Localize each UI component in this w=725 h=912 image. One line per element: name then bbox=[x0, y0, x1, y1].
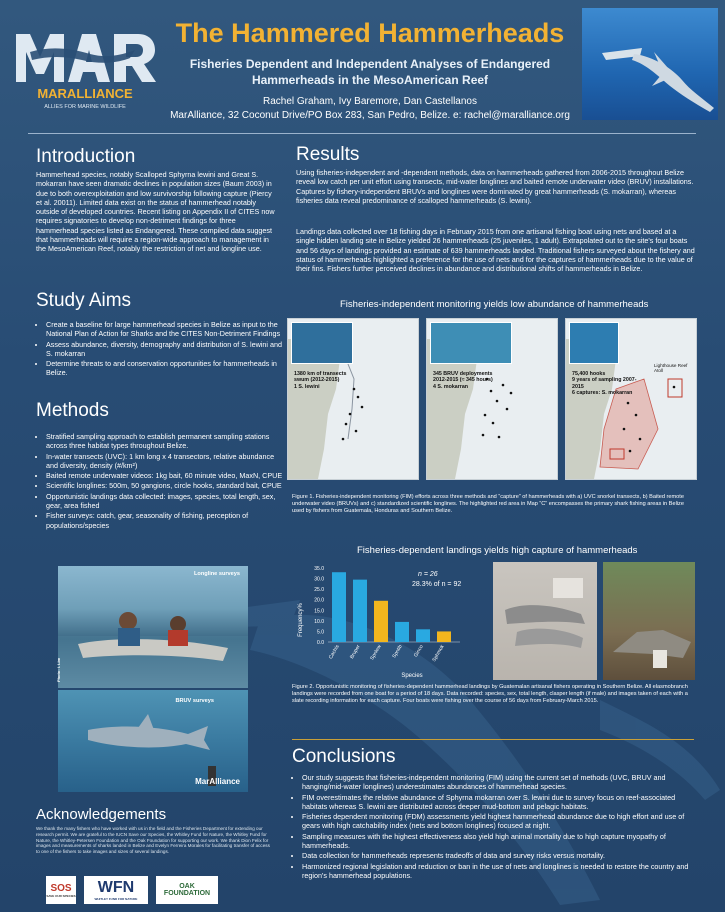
chart-x-tick: Sphmok bbox=[431, 644, 446, 663]
acknowledgements-heading: Acknowledgements bbox=[36, 806, 167, 823]
landing-photo-1 bbox=[493, 562, 597, 680]
list-item: • Data collection for hammerheads represents tradeoffs of data and survey risks versus mortality. bbox=[302, 851, 702, 860]
list-item: • Assess abundance, diversity, demography and distribution of S. lewini and S. mokarran bbox=[46, 340, 282, 359]
chart-x-tick: Spnlew bbox=[369, 644, 383, 662]
list-item: • Fisheries dependent monitoring (FDM) assessments yield highest hammerhead abundance due to high effort and use of gears with high catchability index (nets and bottom longlines) focused at night. bbox=[302, 812, 702, 831]
bruv-photo bbox=[430, 322, 512, 364]
map-a-caption bbox=[294, 371, 346, 390]
figure-1-caption: Figure 1. Fisheries-independent monitoring (FIM) efforts across three methods and “capture” of hammerheads with a) UVC snorkel transects, b) Baited remote underwater video (BRUVs) and c) standardized scientific longlines. The highlighted red area in Map “C” encompasses the primary shark fishing areas in Belize used by fishers from Guatemala, Honduras and Southern Belize. bbox=[292, 494, 684, 514]
chart-x-tick: Spntib bbox=[391, 644, 404, 660]
sos-text: SOS bbox=[50, 882, 72, 894]
chart-x-tick: Cachis bbox=[327, 644, 341, 661]
sos-logo bbox=[46, 876, 76, 904]
methods-heading: Methods bbox=[36, 400, 109, 421]
map-b-line: 2012-2015 (≈ 345 hours) bbox=[433, 377, 493, 384]
map-a-line: swum (2012-2015) bbox=[294, 377, 340, 384]
map-c-caption bbox=[572, 371, 636, 397]
map-b-line: 4 S. mokarran bbox=[433, 383, 469, 390]
wfn-text: WFN bbox=[97, 879, 135, 896]
conclusions-heading: Conclusions bbox=[292, 746, 396, 767]
conclusions-list bbox=[292, 773, 702, 881]
list-item: • Baited remote underwater videos: 1kg bait, 60 minute video, MaxN, CPUE bbox=[46, 471, 284, 480]
conclusions-divider bbox=[292, 739, 694, 740]
wfn-logo bbox=[84, 876, 148, 904]
chart-annotation-n: n = 26 bbox=[418, 571, 438, 578]
list-item: • Our study suggests that fisheries-independent monitoring (FIM) using the current set of methods (UVC, BRUV and hanging/mid-water longlines) underestimates abundances of hammerhead species. bbox=[302, 773, 702, 792]
introduction-heading: Introduction bbox=[36, 146, 136, 167]
map-c-line: 6 captures: S. mokarran bbox=[572, 390, 633, 397]
map-b-caption bbox=[433, 371, 493, 390]
oak-foundation-logo bbox=[156, 876, 218, 904]
map-c-line: 9 years of sampling 2007- bbox=[572, 377, 637, 384]
sos-subtext: SAVE OUR SPECIES bbox=[46, 893, 76, 898]
shark-icon bbox=[603, 562, 695, 680]
map-b-line: 345 BRUV deployments bbox=[433, 371, 493, 377]
subtitle-line-1: Fisheries Dependent and Independent Analyses of Endangered bbox=[189, 57, 551, 71]
chart-y-tick: 25.0 bbox=[314, 587, 324, 594]
list-item: • Create a baseline for large hammerhead species in Belize as input to the National Plan of Action for Sharks and the CITES Non-Detriment Findings bbox=[46, 320, 282, 339]
list-item: • Determine threats to and conservation opportunities for hammerheads in Belize. bbox=[46, 359, 282, 378]
results-paragraph-1: Using fisheries-independent and -dependent methods, data on hammerheads gathered from 2006-2015 throughout Belize reveal low catch per unit effort using transects, mid-water longlines and baited remote underwater video (BRUV) installations. Captures by fishery-independent BRUVs and longlines were dominated by great hammerheads (S. mokarran), whereas fisheries data reveal predominance of scalloped hammerheads (S. lewini). bbox=[296, 168, 694, 205]
map-c-line: 2015 bbox=[572, 383, 584, 390]
landings-bar-chart bbox=[292, 562, 492, 682]
chart-annotation-pct: 28.3% of n = 92 bbox=[412, 581, 462, 588]
chart-bar-sphmok bbox=[437, 631, 451, 642]
chart-bar-bruper bbox=[353, 580, 367, 642]
shark-icon bbox=[582, 8, 718, 120]
map-a-line: 1 S. lewini bbox=[294, 383, 320, 390]
list-item: • Sampling measures with the highest effectiveness also yield high animal mortality due to high capture myopathy of hammerheads. bbox=[302, 832, 702, 851]
results-heading: Results bbox=[296, 144, 360, 165]
methods-list bbox=[36, 432, 284, 531]
wfn-subtext: WHITLEY FUND FOR NATURE bbox=[94, 897, 138, 901]
maralliance-logo bbox=[10, 12, 160, 117]
subtitle-line-2: Hammerheads in the MesoAmerican Reef bbox=[251, 73, 489, 87]
chart-y-tick: 0.0 bbox=[317, 640, 324, 646]
map-c-line: 75,400 hooks bbox=[572, 371, 606, 377]
acknowledgements-text: We thank the many fishers who have worked with us in the field and the Fisheries Department for extending our research permit. We are grateful to the IUCN Save our Species, the Whitley Fund for Nature, the Whitley Fund for Nature, the Whitley-Petersen Foundation and the Oak Foundation for supporting our work. We thank Dion Felix for images and measurements of sharks landed in Belize and Evelyn Ferreira Morales for facilitating transfer of access to one of the fishers to take images and sizes of several landings. bbox=[36, 826, 270, 855]
chart-bar-spnlew bbox=[374, 601, 388, 642]
map-a-line: 1380 km of transects bbox=[294, 371, 347, 377]
study-aims-heading: Study Aims bbox=[36, 290, 132, 311]
list-item: • Harmonized regional legislation and reduction or ban in the use of nets and longlines is needed to restore the country and region's hammerhead populations. bbox=[302, 862, 702, 881]
header-divider bbox=[28, 133, 696, 134]
landing-photo-2 bbox=[603, 562, 695, 680]
chart-ylabel: Frequency% bbox=[298, 603, 304, 637]
logo-text: MARALLIANCE bbox=[37, 86, 133, 101]
transect-photo bbox=[291, 322, 353, 364]
chart-xlabel: Species bbox=[401, 673, 423, 679]
longline-photo bbox=[569, 322, 619, 364]
longline-survey-photo bbox=[58, 566, 248, 688]
chart-bar-ginco bbox=[416, 629, 430, 642]
maralliance-brand: MarAlliance bbox=[195, 777, 240, 786]
map-b-bruv bbox=[426, 318, 558, 480]
boat-icon bbox=[58, 566, 248, 688]
poster-subtitle bbox=[160, 56, 580, 88]
shark-icon bbox=[493, 562, 597, 680]
chart-x-tick: Ginco bbox=[413, 644, 425, 659]
oak-text: OAK FOUNDATION bbox=[163, 883, 211, 897]
affiliation: MarAlliance, 32 Coconut Drive/PO Box 283, San Pedro, Belize. e: rachel@maralliance.org bbox=[170, 110, 570, 121]
list-item: • In-water transects (UVC): 1 km long x 4 transectors, relative abundance and diversity, density (#/km²) bbox=[46, 452, 284, 471]
poster-title: The Hammered Hammerheads bbox=[175, 18, 565, 48]
fdm-heading: Fisheries-dependent landings yields high capture of hammerheads bbox=[357, 545, 638, 556]
results-paragraph-2: Landings data collected over 18 fishing days in February 2015 from one artisanal fishing boat using nets and based at a single hidden landing site in Belize yielded 26 hammerheads (25 juveniles, 1 adult). Extrapolated out to the site's four boats and 56 days of landings provided an estimate of 639 hammerheads landed. Traditional fishers surveyed about the fishery and status of hammerheads highlighted a preference for the use of nets and for the captures of hammerheads due to the value of their fins. Fishers further perceived declines in abundance and distributional shifts of hammerheads in Belize. bbox=[296, 227, 695, 274]
longline-label: Longline surveys bbox=[193, 571, 240, 577]
chart-y-tick: 5.0 bbox=[317, 629, 324, 636]
map-a-transects bbox=[287, 318, 419, 480]
lighthouse-reef-label: Lighthouse Reef Atoll bbox=[654, 363, 688, 374]
photo-credit: Photo: I. Lim bbox=[56, 657, 61, 682]
chart-y-tick: 30.0 bbox=[314, 576, 324, 583]
figure-2-caption: Figure 2. Opportunistic monitoring of fisheries-dependent hammerhead landings by Guatemalan artisanal fishers operating in Southern Belize. All elasmobranch landings were recorded from one boat for a period of 18 days. Data recorded: species, sex, total length, clasper length (if male) and images taken of each with a slate recording information for each capture. Four boats were fishing over the course of 56 days from February-March 2015. bbox=[292, 684, 688, 704]
study-aims-list bbox=[36, 320, 282, 379]
bruv-survey-photo bbox=[58, 690, 248, 792]
chart-x-tick: Bruper bbox=[349, 644, 362, 661]
authors: Rachel Graham, Ivy Baremore, Dan Castellanos bbox=[263, 96, 477, 107]
fim-heading: Fisheries-independent monitoring yields low abundance of hammerheads bbox=[340, 299, 649, 310]
chart-bar-spntib bbox=[395, 622, 409, 642]
logo-tagline: ALLIES FOR MARINE WILDLIFE bbox=[44, 104, 126, 110]
introduction-text: Hammerhead species, notably Scalloped Sphyrna lewini and Great S. mokarran have seen dramatic declines in population sizes (Baum 2003) in due to both overexploitation and low survivorship following capture (Piercy et al. 20011). Limited data exist on the status of hammerhead notably outside of developed countries. Recent listing on Appendix II of CITES now requires signatories to develop non-detriment findings for three hammerhead species listed as Endangered. These compiled data suggest that hammerheads will require a region-wide approach to management in the MesoAmerican Reef, notably the restriction of net and longline use. bbox=[36, 170, 275, 254]
header-hammerhead-photo bbox=[582, 8, 718, 120]
chart-y-tick: 10.0 bbox=[314, 618, 324, 625]
chart-y-tick: 15.0 bbox=[314, 608, 324, 615]
chart-y-tick: 20.0 bbox=[314, 597, 324, 604]
chart-y-tick: 35.0 bbox=[314, 566, 324, 572]
bruv-label: BRUV surveys bbox=[175, 698, 214, 704]
list-item: • Stratified sampling approach to establish permanent sampling stations across three habitat types throughout Belize. bbox=[46, 432, 284, 451]
list-item: • Opportunistic landings data collected: images, species, total length, sex, gear, area fished bbox=[46, 492, 284, 511]
map-c-longlines bbox=[565, 318, 697, 480]
list-item: • FIM overestimates the relative abundance of Sphyrna mokarran over S. lewini due to survey focus on reef-associated habitats whereas S. lewini are distributed across deeper mud-bottom and pelagic habitats. bbox=[302, 793, 702, 812]
chart-bar-cachis bbox=[332, 572, 346, 642]
list-item: • Fisher surveys: catch, gear, seasonality of fishing, perception of populations/species bbox=[46, 511, 284, 530]
list-item: • Scientific longlines: 500m, 50 gangions, circle hooks, standard bait, CPUE bbox=[46, 481, 284, 490]
